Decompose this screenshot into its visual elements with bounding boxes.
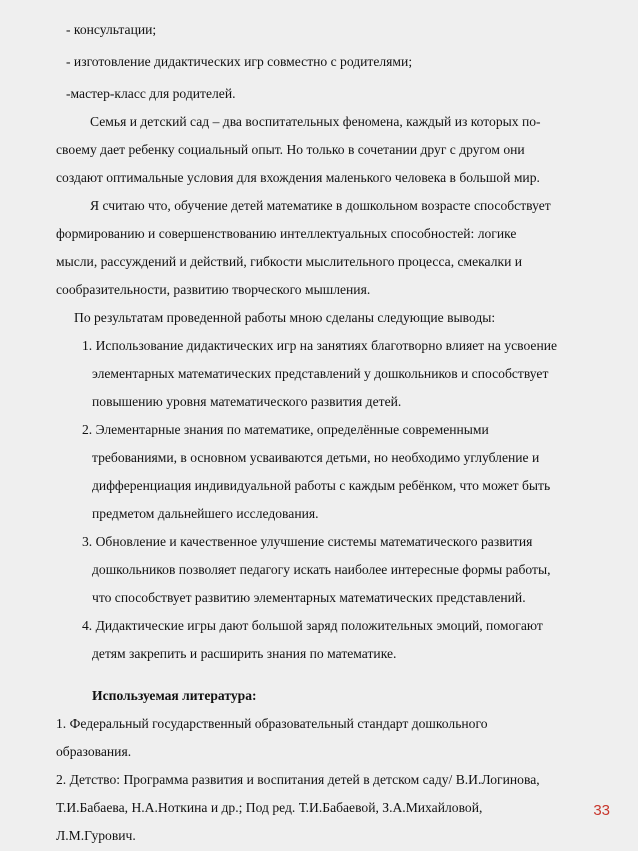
list-item-line: 4. Дидактические игры дают большой заряд положительных эмоций, помогают [82, 618, 543, 633]
paragraph-line: Семья и детский сад – два воспитательных феномена, каждый из которых по- [90, 114, 541, 129]
list-item-line: 2. Элементарные знания по математике, определённые современными [82, 422, 489, 437]
conclusions-intro: По результатам проведенной работы мною сделаны следующие выводы: [74, 310, 496, 325]
list-item-line: что способствует развитию элементарных математических представлений. [92, 590, 526, 605]
paragraph-line: формированию и совершенствованию интеллектуальных способностей: логике [56, 226, 517, 241]
list-item-line: повышению уровня математического развития детей. [92, 394, 402, 409]
reference-line: Т.И.Бабаева, Н.А.Ноткина и др.; Под ред. Т.И.Бабаевой, З.А.Михайловой, [56, 800, 483, 815]
paragraph-line: мысли, рассуждений и действий, гибкости мыслительного процесса, смекалки и [56, 254, 523, 269]
reference-line: 1. Федеральный государственный образовательный стандарт дошкольного [56, 716, 488, 731]
page-number: 33 [593, 802, 610, 819]
reference-line: Л.М.Гурович. [56, 828, 136, 843]
reference-line: образования. [56, 744, 132, 759]
references-heading: Используемая литература: [92, 688, 257, 703]
list-item-line: 3. Обновление и качественное улучшение системы математического развития [82, 534, 533, 549]
list-item-line: 1. Использование дидактических игр на занятиях благотворно влияет на усвоение [82, 338, 558, 353]
paragraph-line: своему дает ребенку социальный опыт. Но только в сочетании друг с другом они [56, 142, 525, 157]
paragraph-line: сообразительности, развитию творческого мышления. [56, 282, 371, 297]
text-line: - изготовление дидактических игр совместно с родителями; [66, 54, 413, 69]
list-item-line: дифференциация индивидуальной работы с каждым ребёнком, что может быть [92, 478, 551, 493]
text-line: - консультации; [66, 22, 157, 37]
list-item-line: предметом дальнейшего исследования. [92, 506, 319, 521]
list-item-line: элементарных математических представлений у дошкольников и способствует [92, 366, 549, 381]
text-line: -мастер-класс для родителей. [66, 86, 236, 101]
reference-line: 2. Детство: Программа развития и воспитания детей в детском саду/ В.И.Логинова, [56, 772, 540, 787]
list-item-line: детям закрепить и расширить знания по математике. [92, 646, 397, 661]
list-item-line: требованиями, в основном усваиваются детьми, но необходимо углубление и [92, 450, 540, 465]
paragraph-line: создают оптимальные условия для вхождения маленького человека в большой мир. [56, 170, 540, 185]
paragraph-line: Я считаю что, обучение детей математике в дошкольном возрасте способствует [90, 198, 551, 213]
list-item-line: дошкольников позволяет педагогу искать наиболее интересные формы работы, [92, 562, 551, 577]
